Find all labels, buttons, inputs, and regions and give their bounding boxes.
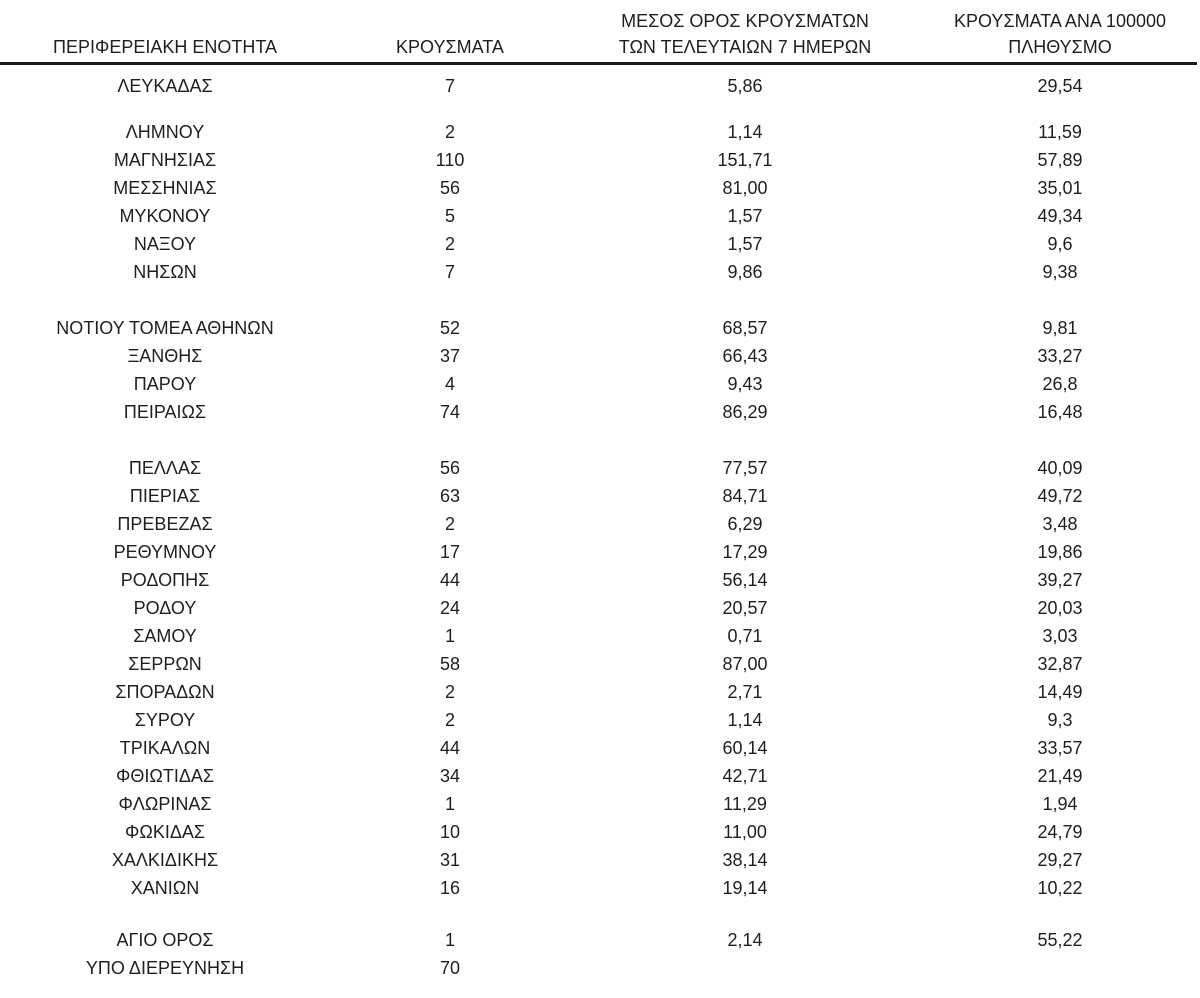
per-100000-value: 11,59 [1038, 122, 1082, 142]
table-row [0, 650, 1200, 678]
table-row [0, 954, 1200, 982]
table-row [0, 342, 1200, 370]
table-row [0, 118, 1200, 146]
table-group-3 [0, 314, 1200, 426]
cases-value: 5 [444, 206, 455, 226]
per-100000-value: 40,09 [1037, 458, 1083, 478]
table-row [0, 818, 1200, 846]
table-group-4 [0, 454, 1200, 902]
cases-value: 2 [444, 122, 455, 142]
region-name: ΝΟΤΙΟΥ ΤΟΜΕΑ ΑΘΗΝΩΝ [56, 318, 274, 338]
avg-7-days-value: 77,57 [722, 458, 768, 478]
cases-value: 24 [439, 598, 461, 618]
per-100000-value: 39,27 [1037, 570, 1083, 590]
cases-value: 63 [439, 486, 461, 506]
column-header-cases [330, 34, 570, 60]
region-name: ΜΥΚΟΝΟΥ [119, 206, 211, 226]
per-100000-value: 33,27 [1037, 346, 1083, 366]
cases-value: 2 [444, 710, 455, 730]
table-row [0, 146, 1200, 174]
table-row [0, 762, 1200, 790]
avg-7-days-value: 81,00 [722, 178, 768, 198]
region-name: ΝΑΞΟΥ [133, 234, 197, 254]
cases-value: 37 [439, 346, 461, 366]
per-100000-value: 49,72 [1037, 486, 1083, 506]
region-name: ΣΠΟΡΑΔΩΝ [115, 682, 215, 702]
avg-7-days-value: 2,14 [727, 930, 763, 950]
cases-value: 44 [439, 570, 461, 590]
table-header-row [0, 0, 1200, 60]
per-100000-value: 49,34 [1037, 206, 1083, 226]
cases-value: 70 [439, 958, 461, 978]
region-name: ΛΗΜΝΟΥ [125, 122, 205, 142]
region-name: ΠΡΕΒΕΖΑΣ [117, 514, 213, 534]
region-name: ΠΙΕΡΙΑΣ [129, 486, 201, 506]
cases-value: 31 [439, 850, 461, 870]
region-name: ΡΕΘΥΜΝΟΥ [113, 542, 217, 562]
per-100000-value: 14,49 [1037, 682, 1083, 702]
region-name: ΦΩΚΙΔΑΣ [125, 822, 205, 842]
per-100000-value: 9,3 [1047, 710, 1073, 730]
avg-7-days-value: 5,86 [727, 76, 763, 96]
cases-value: 2 [444, 234, 455, 254]
table-row [0, 566, 1200, 594]
cases-value: 56 [439, 178, 461, 198]
avg-7-days-value: 0,71 [727, 626, 763, 646]
region-name: ΠΕΙΡΑΙΩΣ [123, 402, 207, 422]
table-group-5 [0, 926, 1200, 982]
per-100000-value: 3,03 [1042, 626, 1078, 646]
region-name: ΡΟΔΟΥ [133, 598, 197, 618]
column-header-cases-per-100000 [920, 8, 1200, 60]
region-name: ΧΑΝΙΩΝ [130, 878, 200, 898]
cases-value: 2 [444, 514, 455, 534]
avg-7-days-value: 20,57 [722, 598, 768, 618]
table-group-2 [0, 118, 1200, 286]
cases-value: 1 [444, 930, 455, 950]
avg-7-days-value: 1,14 [727, 710, 763, 730]
table-row [0, 706, 1200, 734]
table-row [0, 678, 1200, 706]
per-100000-value: 32,87 [1037, 654, 1083, 674]
per-100000-value: 9,38 [1042, 262, 1078, 282]
column-header-label: ΠΕΡΙΦΕΡΕΙΑΚΗ ΕΝΟΤΗΤΑ [52, 37, 278, 57]
avg-7-days-value: 1,14 [727, 122, 763, 142]
cases-value: 44 [439, 738, 461, 758]
region-name: ΠΕΛΛΑΣ [128, 458, 202, 478]
table-group-1 [0, 72, 1200, 100]
cases-value: 34 [439, 766, 461, 786]
cases-value: 52 [439, 318, 461, 338]
per-100000-value: 55,22 [1037, 930, 1083, 950]
table-row [0, 258, 1200, 286]
region-name: ΠΑΡΟΥ [133, 374, 197, 394]
cases-value: 7 [444, 262, 455, 282]
avg-7-days-value: 17,29 [722, 542, 768, 562]
cases-value: 110 [435, 150, 465, 170]
region-name: ΜΑΓΝΗΣΙΑΣ [113, 150, 217, 170]
region-name: ΣΕΡΡΩΝ [128, 654, 202, 674]
avg-7-days-value: 60,14 [722, 738, 768, 758]
avg-7-days-value: 84,71 [722, 486, 768, 506]
region-name: ΛΕΥΚΑΔΑΣ [117, 76, 213, 96]
per-100000-value: 29,27 [1037, 850, 1083, 870]
per-100000-value [920, 954, 1200, 982]
per-100000-value: 33,57 [1037, 738, 1083, 758]
column-header-label-line1: ΚΡΟΥΣΜΑΤΑ ΑΝΑ 100000 [954, 11, 1166, 31]
column-header-avg-7-days [570, 8, 920, 60]
avg-7-days-value: 2,71 [727, 682, 763, 702]
column-header-label: ΚΡΟΥΣΜΑΤΑ [396, 37, 504, 57]
cases-value: 7 [444, 76, 455, 96]
avg-7-days-value: 38,14 [722, 850, 768, 870]
column-header-regional-unit [0, 34, 330, 60]
header-divider-rule [0, 62, 1197, 65]
per-100000-value: 1,94 [1042, 794, 1078, 814]
table-row [0, 846, 1200, 874]
per-100000-value: 24,79 [1037, 822, 1083, 842]
avg-7-days-value: 9,86 [727, 262, 763, 282]
table-row [0, 874, 1200, 902]
region-name: ΑΓΙΟ ΟΡΟΣ [116, 930, 214, 950]
cases-value: 16 [439, 878, 461, 898]
table-row [0, 538, 1200, 566]
cases-value: 1 [444, 794, 455, 814]
table-row [0, 230, 1200, 258]
cases-value: 74 [439, 402, 461, 422]
region-name: ΜΕΣΣΗΝΙΑΣ [113, 178, 217, 198]
per-100000-value: 29,54 [1037, 76, 1083, 96]
region-name: ΦΛΩΡΙΝΑΣ [118, 794, 212, 814]
region-name: ΡΟΔΟΠΗΣ [120, 570, 210, 590]
avg-7-days-value: 11,29 [723, 794, 767, 814]
avg-7-days-value: 42,71 [722, 766, 768, 786]
avg-7-days-value: 6,29 [727, 514, 763, 534]
table-row [0, 398, 1200, 426]
table-row [0, 72, 1200, 100]
cases-value: 17 [439, 542, 461, 562]
column-header-label-line2: ΤΩΝ ΤΕΛΕΥΤΑΙΩΝ 7 ΗΜΕΡΩΝ [618, 37, 872, 57]
avg-7-days-value: 1,57 [727, 206, 763, 226]
avg-7-days-value: 87,00 [722, 654, 768, 674]
table-row [0, 482, 1200, 510]
cases-value: 2 [444, 682, 455, 702]
per-100000-value: 9,81 [1042, 318, 1078, 338]
cases-value: 58 [439, 654, 461, 674]
table-row [0, 202, 1200, 230]
avg-7-days-value: 66,43 [722, 346, 768, 366]
region-name: ΣΑΜΟΥ [133, 626, 197, 646]
per-100000-value: 57,89 [1037, 150, 1083, 170]
column-header-label-line1: ΜΕΣΟΣ ΟΡΟΣ ΚΡΟΥΣΜΑΤΩΝ [621, 11, 869, 31]
per-100000-value: 16,48 [1037, 402, 1083, 422]
region-name: ΦΘΙΩΤΙΔΑΣ [116, 766, 214, 786]
avg-7-days-value: 86,29 [722, 402, 768, 422]
table-row [0, 734, 1200, 762]
per-100000-value: 10,22 [1037, 878, 1083, 898]
table-row [0, 370, 1200, 398]
region-name: ΣΥΡΟΥ [134, 710, 196, 730]
per-100000-value: 9,6 [1047, 234, 1073, 254]
table-row [0, 790, 1200, 818]
region-name: ΧΑΛΚΙΔΙΚΗΣ [111, 850, 219, 870]
avg-7-days-value: 151,71 [717, 150, 773, 170]
avg-7-days-value: 1,57 [727, 234, 763, 254]
avg-7-days-value: 9,43 [727, 374, 763, 394]
cases-value: 56 [439, 458, 461, 478]
cases-value: 1 [444, 626, 455, 646]
avg-7-days-value: 19,14 [722, 878, 768, 898]
table-row [0, 594, 1200, 622]
table-row [0, 314, 1200, 342]
table-row [0, 454, 1200, 482]
per-100000-value: 19,86 [1037, 542, 1083, 562]
avg-7-days-value: 11,00 [723, 822, 767, 842]
avg-7-days-value [570, 954, 920, 982]
table-row [0, 622, 1200, 650]
region-name: ΝΗΣΩΝ [133, 262, 197, 282]
region-name: ΞΑΝΘΗΣ [127, 346, 203, 366]
table-row [0, 926, 1200, 954]
per-100000-value: 26,8 [1042, 374, 1078, 394]
column-header-label-line2: ΠΛΗΘΥΣΜΟ [1008, 37, 1112, 57]
cases-value: 4 [444, 374, 455, 394]
avg-7-days-value: 56,14 [722, 570, 768, 590]
per-100000-value: 3,48 [1042, 514, 1078, 534]
table-row [0, 510, 1200, 538]
per-100000-value: 20,03 [1037, 598, 1083, 618]
per-100000-value: 21,49 [1037, 766, 1083, 786]
region-name: ΤΡΙΚΑΛΩΝ [119, 738, 211, 758]
region-name: ΥΠΟ ΔΙΕΡΕΥΝΗΣΗ [85, 958, 245, 978]
cases-value: 10 [439, 822, 461, 842]
avg-7-days-value: 68,57 [722, 318, 768, 338]
per-100000-value: 35,01 [1037, 178, 1083, 198]
table-row [0, 174, 1200, 202]
